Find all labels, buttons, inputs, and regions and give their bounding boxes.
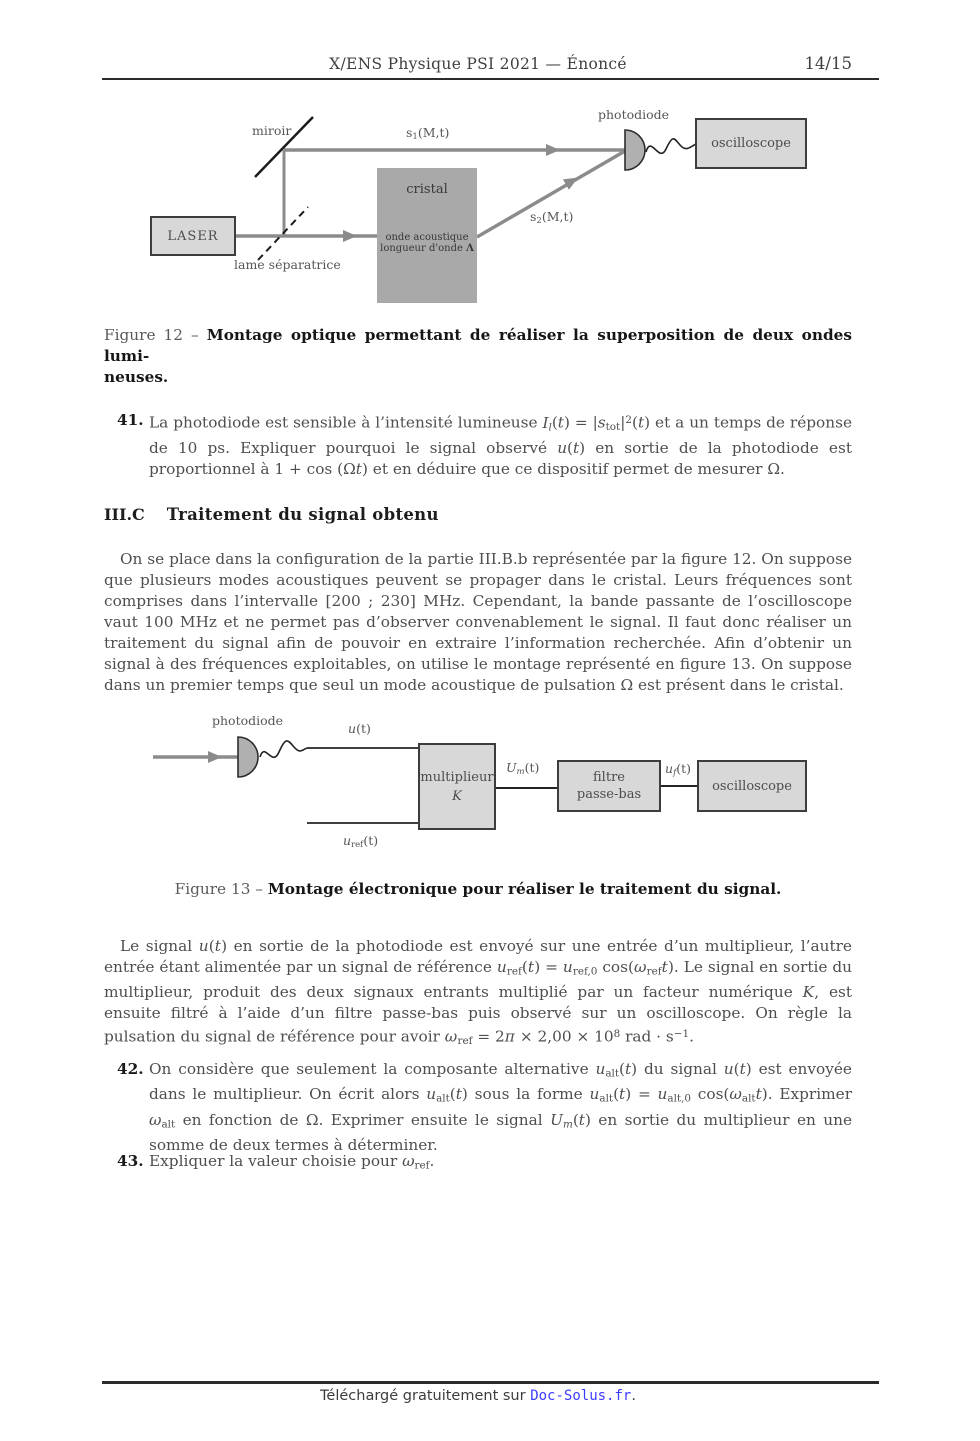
paragraph-2: Le signal u(t) en sortie de la photodiode est envoyé sur une entrée d’un multiplieur, l’autre entrée étant alimentée par un signal de référence $u_{ref}(t) = u_{ref,0}$ $\cos(\omega_{ref}t)$. Le signal en sortie du multiplieur, produit des deux signaux entrants multiplié par un facteur numérique K, est ensuite filtré à l’aide d’un filtre passe-bas puis observé sur un oscilloscope. On règle la pulsation du signal de référence pour avoir $\omega_{ref} = 2\pi \times 2,00 \times 10^8$ rad · $s^{-1}$. — [104, 937, 853, 1048]
photodiode-label-fig12: photodiode — [598, 107, 670, 122]
question-42 — [104, 1059, 852, 1156]
caption12-label: Figure 12 – — [104, 326, 199, 344]
page-title: X/ENS Physique PSI 2021 — Énoncé — [329, 55, 627, 73]
input-beam-arrow — [208, 751, 222, 763]
lowpass-filter-box — [557, 760, 661, 812]
laser-beam-arrow — [343, 230, 357, 242]
filter-label-line2: passe-bas — [576, 787, 642, 802]
caption13-bold: Montage électronique pour réaliser le traitement du signal. — [267, 880, 782, 898]
photodiode-shape-fig13 — [238, 737, 258, 777]
oscilloscope-label-fig13: oscilloscope — [712, 778, 792, 794]
question-43 — [104, 1151, 852, 1176]
caption12-bold-line1: Montage optique permettant de réaliser la superposition de deux ondes lumi- — [104, 326, 853, 365]
filter-label-line1: filtre — [593, 770, 625, 785]
photodiode-wire-fig13 — [260, 741, 307, 757]
footer-rule — [102, 1381, 879, 1384]
caption-figure12 — [104, 325, 852, 388]
section-title: Traitement du signal obtenu — [166, 505, 439, 524]
question-41 — [104, 410, 852, 480]
section-number: III.C — [104, 505, 145, 524]
question-42-text: On considère que seulement la composante alternative $u_{alt}(t)$ du signal u(t) est envoyée dans le multiplieur. On écrit alors $u_{alt}(t)$ sous la forme $u_{alt}(t) = u_{alt,0}$ $\cos(\omega_{alt}t)$. Exprimer $\omega_{alt}$ en fonction de Ω. Exprimer ensuite le signal $U_m(t)$ en sortie du multiplieur en une somme de deux termes à déterminer. — [149, 1060, 853, 1154]
uf-label: $u_f(t)$ — [665, 761, 691, 778]
section-heading — [104, 505, 439, 524]
multiplier-box — [418, 743, 496, 830]
header-rule — [102, 78, 879, 80]
oscilloscope-label-fig12: oscilloscope — [711, 136, 791, 151]
question-43-text: Expliquer la valeur choisie pour $\omega_{ref}$. — [149, 1152, 435, 1172]
footer-label: Téléchargé gratuitement sur — [320, 1388, 526, 1404]
mirror-label: miroir — [252, 123, 292, 138]
caption12-bold-line2: neuses. — [104, 368, 169, 386]
footer-text — [104, 1388, 852, 1404]
laser-box — [150, 216, 236, 256]
caption13-label: Figure 13 – — [174, 880, 263, 898]
uref-label: $u_{ref}(t)$ — [343, 833, 379, 850]
oscilloscope-box-fig12 — [695, 118, 807, 169]
photodiode-label-fig13: photodiode — [212, 713, 284, 728]
question-42-number: 42. — [117, 1060, 144, 1078]
doc-solus-link[interactable]: Doc-Solus.fr — [530, 1388, 632, 1404]
s2-label: $s_2(M,t)$ — [530, 209, 574, 226]
u-label: u(t) — [348, 721, 371, 736]
paragraph-1: On se place dans la configuration de la partie III.B.b représentée par la figure 12. On suppose que plusieurs modes acoustiques peuvent se propager dans le cristal. Leurs fréquences sont comprises dans l’intervalle [200 ; 230] MHz. Cependant, la bande passante de l’oscilloscope vaut 100 MHz et ne permet pas d’observer convenablement le signal. Il faut donc réaliser un traitement du signal afin de pouvoir en extraire l’information recherchée. Afin d’obtenir un signal à des fréquences exploitables, on utilise le montage représenté en figure 13. On suppose dans un premier temps que seul un mode acoustique de pulsation Ω est présent dans le cristal. — [104, 550, 852, 694]
um-label: $U_m(t)$ — [506, 760, 540, 777]
page-number: 14/15 — [804, 54, 852, 73]
laser-label: LASER — [167, 228, 219, 244]
multiplier-k-label: K — [452, 788, 462, 804]
s1-beam-arrow — [546, 144, 560, 156]
photodiode-wire — [646, 139, 696, 154]
crystal-subtext: onde acoustique longueur d'onde Λ — [380, 232, 474, 254]
oscilloscope-box-fig13 — [697, 760, 807, 812]
question-43-number: 43. — [117, 1152, 144, 1170]
crystal-box — [377, 168, 477, 303]
crystal-label: cristal — [406, 182, 448, 197]
question-41-text: La photodiode est sensible à l’intensité lumineuse $I_l(t) = |s_{tot}|^2(t)$ et a un temps de réponse de 10 ps. Expliquer pourquoi le signal observé u(t) en sortie de la photodiode est proportionnel à 1 + cos (Ωt) et en déduire que ce dispositif permet de mesurer Ω. — [149, 413, 853, 478]
beam-splitter-label: lame séparatrice — [234, 257, 341, 272]
caption-figure13 — [104, 879, 852, 900]
s1-label: $s_1(M,t)$ — [406, 125, 450, 142]
photodiode-shape — [625, 130, 645, 170]
multiplier-label: multiplieur — [420, 769, 494, 785]
question-41-number: 41. — [117, 411, 144, 429]
footer-suffix: . — [631, 1388, 636, 1404]
